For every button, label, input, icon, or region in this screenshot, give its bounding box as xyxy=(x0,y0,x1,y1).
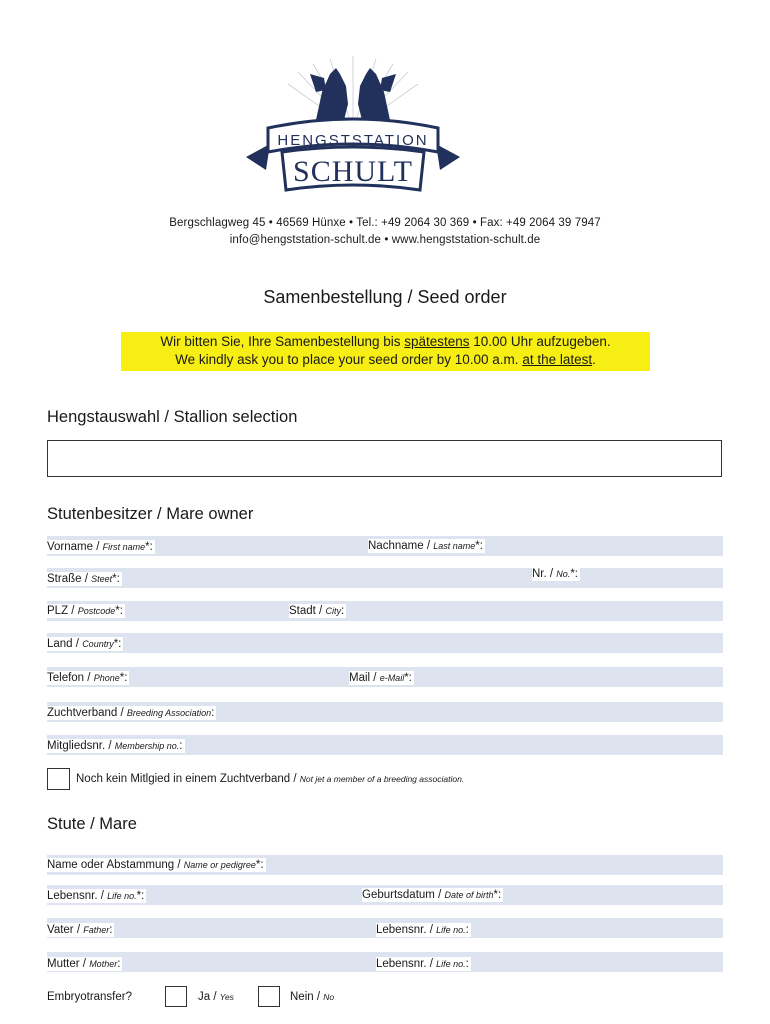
no-member-label: Noch kein Mitlgied in einem Zuchtverband / Not jet a member of a breeding association. xyxy=(76,773,465,785)
logo-top-text: HENGSTSTATION xyxy=(277,132,429,149)
mother-life-no-label: Lebensnr. / Life no.: xyxy=(376,958,469,970)
phone-label: Telefon / Phone*: xyxy=(47,672,128,684)
mother-life-no-field[interactable] xyxy=(486,952,723,972)
postcode-label: PLZ / Postcode*: xyxy=(47,605,123,617)
hengststation-logo xyxy=(238,52,468,202)
stallion-input[interactable] xyxy=(47,440,722,477)
embryo-no-checkbox[interactable] xyxy=(258,986,280,1007)
first-name-label: Vorname / First name*: xyxy=(47,541,153,553)
mare-name-label: Name oder Abstammung / Name or pedigree*: xyxy=(47,859,264,871)
address-line: Bergschlagweg 45 • 46569 Hünxe • Tel.: +49 2064 30 369 • Fax: +49 2064 39 7947 xyxy=(169,217,601,229)
embryo-transfer-label: Embryotransfer? xyxy=(47,991,133,1003)
association-label: Zuchtverband / Breeding Association: xyxy=(47,707,215,719)
embryo-yes-checkbox[interactable] xyxy=(165,986,187,1007)
mail-field[interactable] xyxy=(421,667,723,687)
mare-life-no-label: Lebensnr. / Life no.*: xyxy=(47,890,145,902)
owner-heading: Stutenbesitzer / Mare owner xyxy=(47,505,254,523)
number-label: Nr. / No.*: xyxy=(532,568,578,580)
country-field[interactable] xyxy=(47,633,723,653)
horse-left-icon xyxy=(310,68,348,120)
city-field[interactable] xyxy=(354,601,723,621)
last-name-field[interactable] xyxy=(500,536,723,556)
no-member-checkbox[interactable] xyxy=(47,768,70,790)
page-title: Samenbestellung / Seed order xyxy=(263,287,507,307)
country-label: Land / Country*: xyxy=(47,638,122,650)
horse-right-icon xyxy=(358,68,396,120)
deadline-notice: Wir bitten Sie, Ihre Samenbestellung bis spätestens 10.00 Uhr aufzugeben. We kindly ask you to place your seed order by 10.00 a.m. at the latest. xyxy=(121,332,650,371)
mare-heading: Stute / Mare xyxy=(47,815,137,833)
mother-label: Mutter / Mother: xyxy=(47,958,121,970)
embryo-no-label: Nein / No xyxy=(290,991,335,1003)
street-label: Straße / Steet*: xyxy=(47,573,120,585)
stallion-heading: Hengstauswahl / Stallion selection xyxy=(47,408,298,426)
mail-label: Mail / e-Mail*: xyxy=(349,672,412,684)
street-field[interactable] xyxy=(47,568,723,588)
birth-date-label: Geburtsdatum / Date of birth*: xyxy=(362,889,502,901)
membership-label: Mitgliedsnr. / Membership no.: xyxy=(47,740,183,752)
logo-bottom-text: SCHULT xyxy=(293,155,413,188)
contact-line: info@hengststation-schult.de • www.hengststation-schult.de xyxy=(229,234,541,246)
city-label: Stadt / City: xyxy=(289,605,345,617)
father-label: Vater / Father: xyxy=(47,924,113,936)
embryo-yes-label: Ja / Yes xyxy=(198,991,234,1003)
birth-date-field[interactable] xyxy=(535,885,723,905)
father-life-no-label: Lebensnr. / Life no.: xyxy=(376,924,469,936)
father-life-no-field[interactable] xyxy=(486,918,723,938)
last-name-label: Nachname / Last name*: xyxy=(368,540,483,552)
